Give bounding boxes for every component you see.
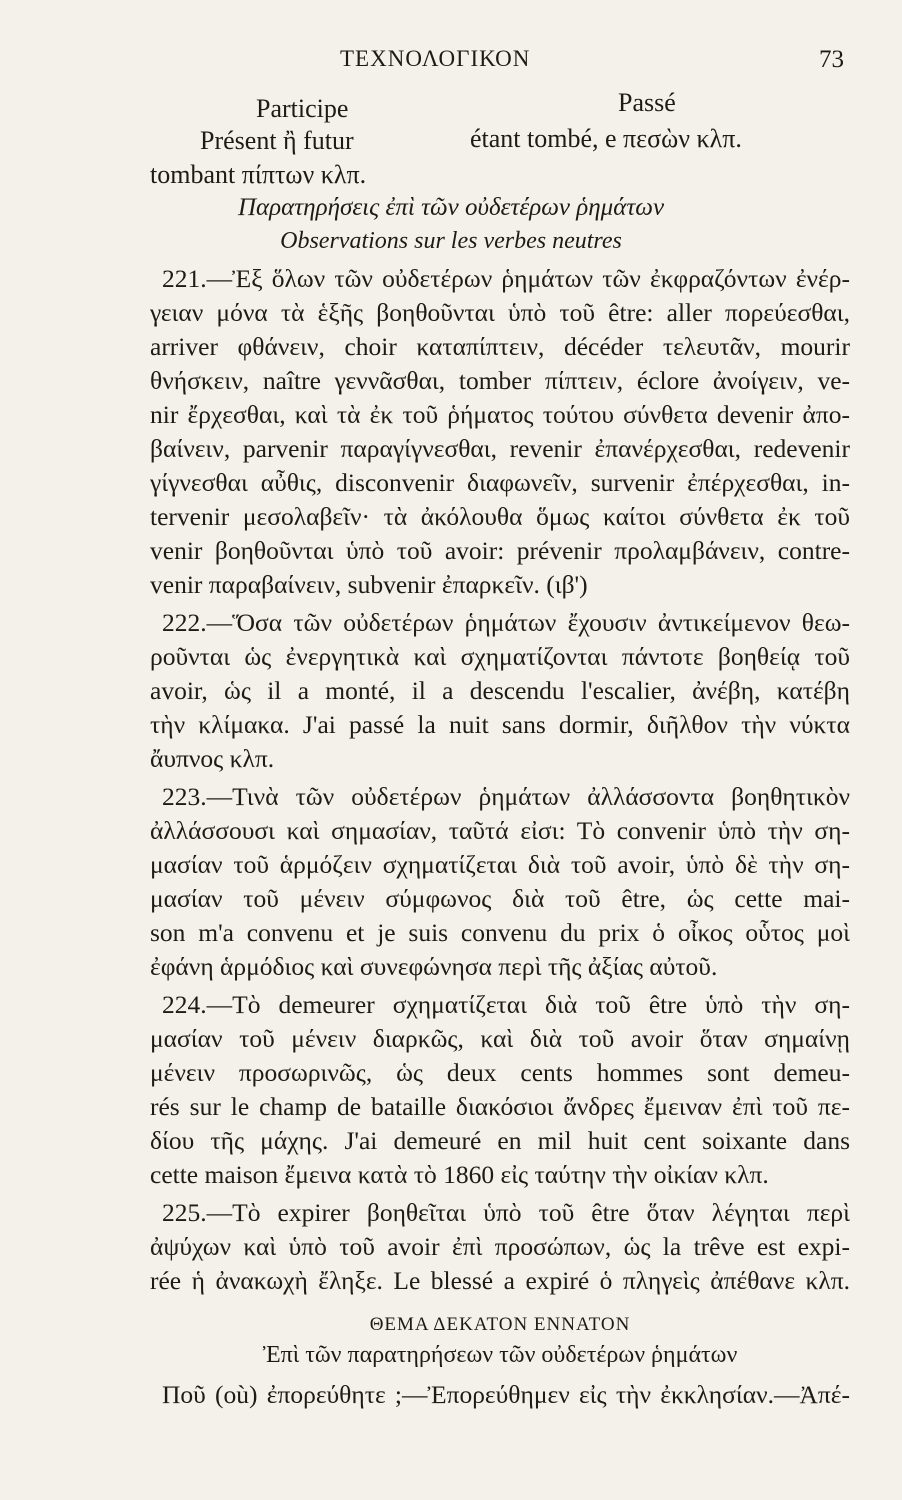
- present-label: Présent ἢ futur: [200, 126, 354, 155]
- text-line: avoir, ὡς il a monté, il a descendu l'escalier, ἀνέβη, κατέβη: [150, 676, 850, 705]
- text-line: 224.—Τὸ demeurer σχηματίζεται διὰ τοῦ être ὑπὸ τὴν ση-: [162, 990, 850, 1019]
- text-line: venir παραβαίνειν, subvenir ἐπαρκεῖν. (ιβ'): [150, 570, 588, 599]
- text-line: venir βοηθοῦνται ὑπὸ τοῦ avoir: prévenir προλαμβάνειν, contre-: [150, 536, 850, 565]
- present-value: tombant πίπτων κλπ.: [150, 160, 367, 189]
- text-line: βαίνειν, parvenir παραγίγνεσθαι, revenir ἐπανέρχεσθαι, redevenir: [150, 434, 850, 463]
- exercise-heading: ΘΕΜΑ ΔΕΚΑΤΟΝ ΕΝΝΑΤΟΝ: [369, 1314, 631, 1335]
- text-line: rés sur le champ de bataille διακόσιοι ἄνδρες ἔμειναν ἐπὶ τοῦ πε-: [150, 1092, 850, 1121]
- exercise-line: Ποῦ (où) ἐπορεύθητε ;—Ἐπορεύθημεν εἰς τὴν ἐκκλησίαν.—Ἀπέ-: [162, 1380, 850, 1409]
- text-line: δίου τῆς μάχης. J'ai demeuré en mil huit cent soixante dans: [150, 1126, 850, 1155]
- running-head: [150, 46, 850, 82]
- participle-label: Participe: [256, 94, 349, 123]
- text-line: μασίαν τοῦ μένειν σύμφωνος διὰ τοῦ être, ὡς cette mai-: [150, 884, 850, 913]
- text-line: 225.—Τὸ expirer βοηθεῖται ὑπὸ τοῦ être ὅταν λέγηται περὶ: [162, 1198, 850, 1227]
- text-line: μασίαν τοῦ ἁρμόζειν σχηματίζεται διὰ τοῦ avoir, ὑπὸ δὲ τὴν ση-: [150, 850, 850, 879]
- text-line: ἐφάνη ἁρμόδιος καὶ συνεφώνησα περὶ τῆς ἀξίας αὐτοῦ.: [150, 952, 718, 981]
- section-title-greek: Παρατηρήσεις ἐπὶ τῶν οὐδετέρων ῥημάτων: [237, 194, 665, 221]
- exercise-subheading: Ἐπὶ τῶν παρατηρήσεων τῶν οὐδετέρων ῥημάτων: [262, 1342, 738, 1368]
- page-number: 73: [819, 46, 844, 73]
- text-line: ἀλλάσσουσι καὶ σημασίαν, ταῦτά εἰσι: Τὸ convenir ὑπὸ τὴν ση-: [150, 816, 850, 845]
- passe-value: étant tombé, e πεσὼν κλπ.: [470, 124, 742, 153]
- text-line: son m'a convenu et je suis convenu du prix ὁ οἶκος οὗτος μοὶ: [150, 918, 850, 947]
- text-line: cette maison ἔμεινα κατὰ τὸ 1860 εἰς ταύτην τὴν οἰκίαν κλπ.: [150, 1160, 769, 1189]
- text-line: γειαν μόνα τὰ ἑξῆς βοηθοῦνται ὑπὸ τοῦ être: aller πορεύεσθαι,: [150, 298, 850, 327]
- text-line: nir ἔρχεσθαι, καὶ τὰ ἐκ τοῦ ῥήματος τούτου σύνθετα devenir ἀπο-: [150, 400, 850, 429]
- text-line: ροῦνται ὡς ἐνεργητικὰ καὶ σχηματίζονται πάντοτε βοηθείᾳ τοῦ: [150, 642, 850, 671]
- running-title: ΤΕΧΝΟΛΟΓΙΚΟΝ: [340, 46, 531, 71]
- text-line: tervenir μεσολαβεῖν· τὰ ἀκόλουθα ὅμως καίτοι σύνθετα ἐκ τοῦ: [150, 502, 850, 531]
- text-line: μασίαν τοῦ μένειν διαρκῶς, καὶ διὰ τοῦ avoir ὅταν σημαίνῃ: [150, 1024, 850, 1053]
- text-line: 223.—Τινὰ τῶν οὐδετέρων ῥημάτων ἀλλάσσοντα βοηθητικὸν: [162, 782, 850, 811]
- text-line: rée ἡ ἀνακωχὴ ἔληξε. Le blessé a expiré ὁ πληγεὶς ἀπέθανε κλπ.: [150, 1266, 850, 1295]
- text-line: ἄυπνος κλπ.: [150, 744, 275, 773]
- text-line: ἀψύχων καὶ ὑπὸ τοῦ avoir ἐπὶ προσώπων, ὡς la trêve est expi-: [150, 1232, 850, 1261]
- text-line: 222.—Ὅσα τῶν οὐδετέρων ῥημάτων ἔχουσιν ἀντικείμενον θεω-: [162, 608, 850, 637]
- text-line: γίγνεσθαι αὖθις, disconvenir διαφωνεῖν, survenir ἐπέρχεσθαι, in-: [150, 468, 850, 497]
- text-line: θνήσκειν, naître γεννᾶσθαι, tomber πίπτειν, éclore ἀνοίγειν, ve-: [150, 366, 850, 395]
- text-line: μένειν προσωρινῶς, ὡς deux cents hommes sont demeu-: [150, 1058, 850, 1087]
- text-line: τὴν κλίμακα. J'ai passé la nuit sans dormir, διῆλθον τὴν νύκτα: [150, 710, 850, 739]
- text-line: arriver φθάνειν, choir καταπίπτειν, décéder τελευτᾶν, mourir: [150, 332, 850, 361]
- passe-label: Passé: [618, 88, 676, 117]
- text-line: 221.—Ἐξ ὅλων τῶν οὐδετέρων ῥημάτων τῶν ἐκφραζόντων ἐνέρ-: [162, 264, 850, 293]
- section-title-french: Observations sur les verbes neutres: [280, 228, 622, 254]
